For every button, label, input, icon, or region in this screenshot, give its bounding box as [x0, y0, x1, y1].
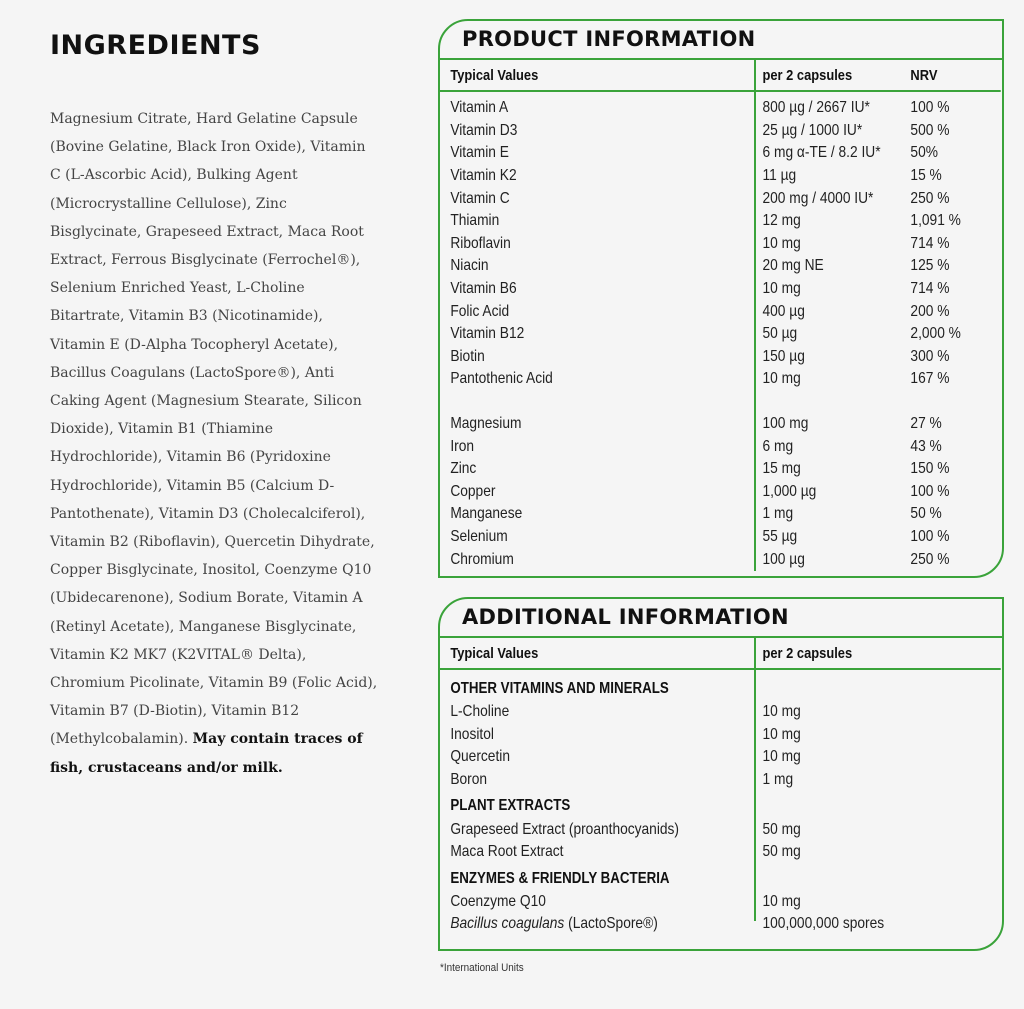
- nrv-value: 100 %: [910, 527, 950, 545]
- nutrient-name: Pantothenic Acid: [450, 370, 553, 388]
- table-row: [440, 746, 1001, 769]
- nutrient-name: Bacillus coagulans (LactoSpore®): [450, 915, 658, 933]
- nutrient-name: Riboflavin: [450, 234, 511, 252]
- allergen-warning: May contain traces of fish, crustaceans and/or milk.: [50, 731, 363, 776]
- table-row: [440, 526, 1001, 549]
- ingredients-text: [50, 105, 380, 782]
- ingredients-title: INGREDIENTS: [50, 30, 261, 61]
- product-information-table: [440, 58, 1002, 571]
- table-row: [440, 368, 1001, 391]
- table-row: [440, 187, 1001, 210]
- vitamins-rows: [440, 92, 1002, 391]
- nutrient-name: Vitamin A: [450, 99, 509, 117]
- table-header: [440, 638, 1001, 670]
- table-row: [440, 503, 1001, 526]
- nrv-value: 250 %: [910, 189, 950, 207]
- table-row: [440, 233, 1001, 256]
- table-row: [440, 724, 1001, 747]
- nutrient-name: Niacin: [450, 257, 489, 275]
- table-row: [440, 435, 1001, 458]
- amount-per-2-capsules: 15 mg: [762, 460, 801, 478]
- amount-per-2-capsules: 50 µg: [762, 325, 798, 343]
- amount-per-2-capsules: 10 mg: [762, 703, 801, 721]
- nrv-value: 27 %: [910, 415, 942, 433]
- nutrient-name: Zinc: [450, 460, 477, 478]
- header-nrv: NRV: [910, 66, 938, 84]
- table-row: [440, 458, 1001, 481]
- additional-rows: [440, 670, 1002, 936]
- table-row: [440, 255, 1001, 278]
- nutrient-name: Chromium: [450, 550, 514, 568]
- product-information-panel: [438, 19, 1004, 578]
- amount-per-2-capsules: 100 mg: [762, 415, 809, 433]
- product-information-title: PRODUCT INFORMATION: [462, 27, 756, 51]
- amount-per-2-capsules: 400 µg: [762, 302, 805, 320]
- nutrient-name: Inositol: [450, 725, 494, 743]
- nrv-value: 100 %: [910, 482, 950, 500]
- nutrient-name: Vitamin B12: [450, 325, 525, 343]
- table-row: [440, 346, 1001, 369]
- amount-per-2-capsules: 150 µg: [762, 347, 805, 365]
- amount-per-2-capsules: 100,000,000 spores: [762, 915, 885, 933]
- amount-per-2-capsules: 55 µg: [762, 527, 798, 545]
- nrv-value: 125 %: [910, 257, 950, 275]
- minerals-rows: [440, 413, 1002, 571]
- ingredients-section: [50, 30, 380, 782]
- nutrient-name: Vitamin D3: [450, 121, 518, 139]
- table-row: [440, 701, 1001, 724]
- additional-information-table: [440, 636, 1002, 933]
- amount-per-2-capsules: 12 mg: [762, 212, 801, 230]
- additional-information-panel: [438, 597, 1004, 951]
- header-typical-values: Typical Values: [450, 644, 539, 662]
- section-heading: PLANT EXTRACTS: [450, 797, 571, 815]
- nrv-value: 50%: [910, 144, 938, 162]
- nrv-value: 200 %: [910, 302, 950, 320]
- table-row: [440, 818, 1001, 841]
- nutrient-name: Grapeseed Extract (proanthocyanids): [450, 820, 680, 838]
- nrv-value: 1,091 %: [910, 212, 961, 230]
- nrv-value: 50 %: [910, 505, 942, 523]
- nutrient-name: Manganese: [450, 505, 523, 523]
- nrv-value: 500 %: [910, 121, 950, 139]
- table-row: [440, 120, 1001, 143]
- nutrient-name: Vitamin K2: [450, 167, 517, 185]
- header-per-2-capsules: per 2 capsules: [762, 644, 853, 662]
- nrv-value: 100 %: [910, 99, 950, 117]
- table-row: [440, 841, 1001, 864]
- nutrient-name: Magnesium: [450, 415, 522, 433]
- section-heading: ENZYMES & FRIENDLY BACTERIA: [450, 869, 670, 887]
- nutrient-name: Vitamin C: [450, 189, 510, 207]
- amount-per-2-capsules: 10 mg: [762, 280, 801, 298]
- nutrient-name: Iron: [450, 437, 475, 455]
- amount-per-2-capsules: 1 mg: [762, 771, 794, 789]
- nrv-value: 300 %: [910, 347, 950, 365]
- table-row: [440, 97, 1001, 120]
- amount-per-2-capsules: 200 mg / 4000 IU*: [762, 189, 874, 207]
- amount-per-2-capsules: 50 mg: [762, 843, 801, 861]
- nutrient-name: Copper: [450, 482, 496, 500]
- nutrient-name: Vitamin B6: [450, 280, 517, 298]
- amount-per-2-capsules: 1 mg: [762, 505, 794, 523]
- table-row: [440, 913, 1001, 936]
- nutrient-name: Biotin: [450, 347, 485, 365]
- amount-per-2-capsules: 50 mg: [762, 820, 801, 838]
- nutrient-name: L-Choline: [450, 703, 510, 721]
- amount-per-2-capsules: 10 mg: [762, 725, 801, 743]
- table-row: [440, 548, 1001, 571]
- amount-per-2-capsules: 100 µg: [762, 550, 805, 568]
- nutrient-name: Maca Root Extract: [450, 843, 564, 861]
- nutrient-name: Quercetin: [450, 748, 510, 766]
- table-row: [440, 413, 1001, 436]
- additional-information-title: ADDITIONAL INFORMATION: [462, 605, 789, 629]
- table-row: [440, 769, 1001, 792]
- header-typical-values: Typical Values: [450, 66, 539, 84]
- nutrient-name: Thiamin: [450, 212, 500, 230]
- table-row: [440, 300, 1001, 323]
- nrv-value: 167 %: [910, 370, 950, 388]
- nrv-value: 15 %: [910, 167, 942, 185]
- amount-per-2-capsules: 10 mg: [762, 748, 801, 766]
- nrv-value: 43 %: [910, 437, 942, 455]
- table-row: [440, 278, 1001, 301]
- amount-per-2-capsules: 800 µg / 2667 IU*: [762, 99, 870, 117]
- table-row: [440, 142, 1001, 165]
- amount-per-2-capsules: 11 µg: [762, 167, 797, 185]
- table-row: [440, 323, 1001, 346]
- nrv-value: 250 %: [910, 550, 950, 568]
- amount-per-2-capsules: 6 mg: [762, 437, 794, 455]
- amount-per-2-capsules: 20 mg NE: [762, 257, 824, 275]
- amount-per-2-capsules: 10 mg: [762, 234, 801, 252]
- section-heading: OTHER VITAMINS AND MINERALS: [450, 680, 669, 697]
- amount-per-2-capsules: 25 µg / 1000 IU*: [762, 121, 863, 139]
- amount-per-2-capsules: 10 mg: [762, 892, 801, 910]
- ingredients-list: Magnesium Citrate, Hard Gelatine Capsule (Bovine Gelatine, Black Iron Oxide), Vitamin C (L-Ascorbic Acid), Bulking Agent (Microcrystalline Cellulose), Zinc Bisglycinate, Grapeseed Extract, Maca Root Extract, Ferrous Bisglycinate (Ferrochel®), Selenium Enriched Yeast, L-Choline Bitartrate, Vitamin B3 (Nicotinamide), Vitamin E (D-Alpha Tocopheryl Acetate), Bacillus Coagulans (LactoSpore®), Anti Caking Agent (Magnesium Stearate, Silicon Dioxide), Vitamin B1 (Thiamine Hydrochloride), Vitamin B6 (Pyridoxine Hydrochloride), Vitamin B5 (Calcium D-Pantothenate), Vitamin D3 (Cholecalciferol), Vitamin B2 (Riboflavin), Quercetin Dihydrate, Copper Bisglycinate, Inositol, Coenzyme Q10 (Ubidecarenone), Sodium Borate, Vitamin A (Retinyl Acetate), Manganese Bisglycinate, Vitamin K2 MK7 (K2VITAL® Delta), Chromium Picolinate, Vitamin B9 (Folic Acid), Vitamin B7 (D-Biotin), Vitamin B12 (Methylcobalamin).: [50, 111, 378, 748]
- amount-per-2-capsules: 6 mg α-TE / 8.2 IU*: [762, 144, 881, 162]
- nutrient-name: Selenium: [450, 527, 508, 545]
- table-row: [440, 210, 1001, 233]
- nutrient-name: Folic Acid: [450, 302, 510, 320]
- row-gap: [440, 391, 1002, 413]
- footnote: *International Units: [440, 962, 524, 974]
- nutrient-name: Boron: [450, 771, 488, 789]
- nrv-value: 150 %: [910, 460, 950, 478]
- table-row: [440, 165, 1001, 188]
- table-row: [440, 481, 1001, 504]
- header-per-2-capsules: per 2 capsules: [762, 66, 853, 84]
- table-row: [440, 891, 1001, 914]
- amount-per-2-capsules: 1,000 µg: [762, 482, 817, 500]
- nrv-value: 2,000 %: [910, 325, 961, 343]
- nutrient-name: Coenzyme Q10: [450, 892, 546, 910]
- amount-per-2-capsules: 10 mg: [762, 370, 801, 388]
- nutrient-name: Vitamin E: [450, 144, 509, 162]
- nrv-value: 714 %: [910, 234, 950, 252]
- nrv-value: 714 %: [910, 280, 950, 298]
- table-header: [440, 60, 1001, 92]
